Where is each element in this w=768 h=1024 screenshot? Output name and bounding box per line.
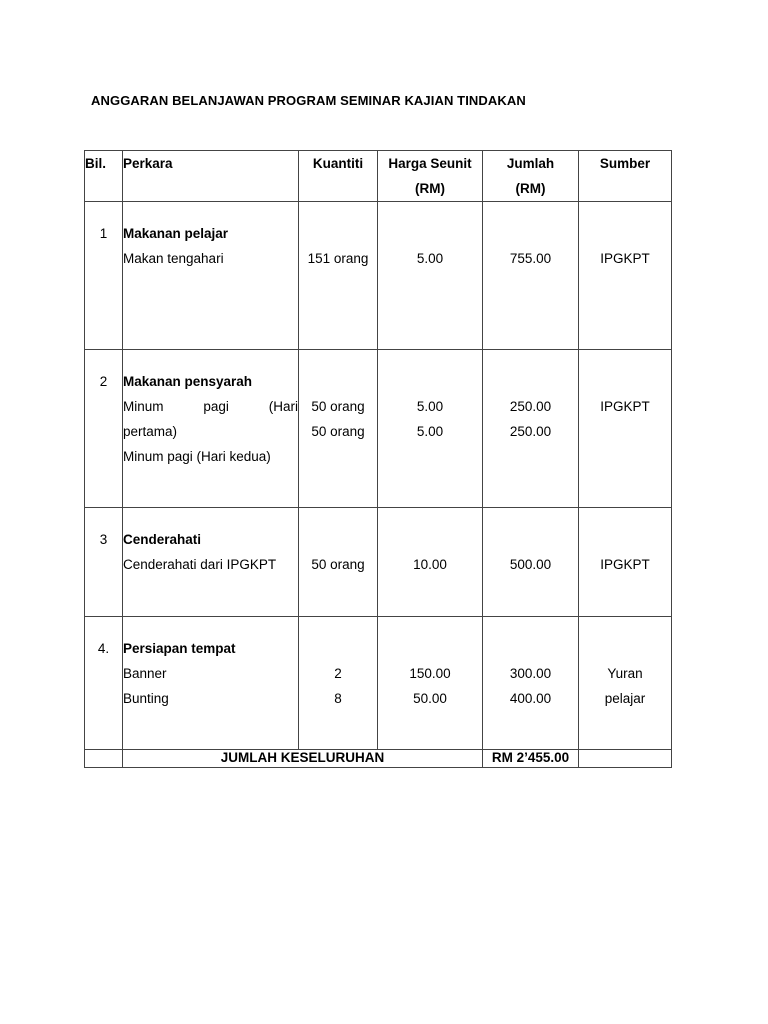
row-jumlah (483, 617, 579, 750)
sumber-value: IPGKPT (600, 251, 650, 266)
row-jumlah (483, 350, 579, 508)
table-row (85, 617, 672, 750)
item-heading: Makanan pelajar (123, 226, 229, 241)
jumlah-value: 500.00 (509, 557, 552, 572)
row-jumlah (483, 202, 579, 350)
row-perkara (123, 350, 299, 508)
header-harga-line2: (RM) (415, 181, 445, 196)
jumlah-value: 300.00 (509, 666, 552, 681)
header-jumlah-line1: Jumlah (506, 156, 555, 171)
item-line: Bunting (123, 691, 169, 706)
harga-value: 5.00 (416, 251, 444, 266)
item-heading: Makanan pensyarah (123, 374, 253, 389)
item-line: Banner (123, 666, 167, 681)
item-heading: Cenderahati (123, 532, 202, 547)
row-bil: 2 (85, 350, 123, 508)
row-harga (378, 508, 483, 617)
row-sumber (579, 508, 672, 617)
header-jumlah-line2: (RM) (515, 181, 546, 196)
header-perkara: Perkara (123, 151, 299, 202)
header-jumlah (483, 151, 579, 202)
total-empty-cell (579, 750, 672, 768)
row-harga (378, 617, 483, 750)
header-kuantiti: Kuantiti (299, 151, 378, 202)
row-kuantiti (299, 350, 378, 508)
item-line: pertama) (123, 424, 178, 439)
harga-value: 5.00 (416, 399, 444, 414)
sumber-value: pelajar (604, 691, 646, 706)
harga-value: 50.00 (413, 691, 447, 706)
jumlah-value: 400.00 (509, 691, 552, 706)
kuantiti-value: 50 orang (311, 424, 365, 439)
sumber-value: IPGKPT (600, 557, 650, 572)
jumlah-value: 250.00 (509, 399, 552, 414)
kuantiti-value: 50 orang (311, 557, 365, 572)
row-jumlah (483, 508, 579, 617)
kuantiti-value: 2 (334, 666, 342, 681)
row-perkara (123, 617, 299, 750)
header-sumber: Sumber (579, 151, 672, 202)
harga-value: 10.00 (413, 557, 447, 572)
item-line: Minum pagi (Hari kedua) (123, 449, 271, 464)
row-bil: 3 (85, 508, 123, 617)
item-line: Makan tengahari (123, 251, 224, 266)
header-bil: Bil. (85, 151, 123, 202)
kuantiti-value: 50 orang (311, 399, 365, 414)
item-line: Minum pagi (Hari (123, 399, 298, 414)
sumber-value: Yuran (607, 666, 643, 681)
kuantiti-value: 8 (334, 691, 342, 706)
row-harga (378, 202, 483, 350)
kuantiti-value: 151 orang (307, 251, 369, 266)
row-perkara (123, 508, 299, 617)
table-row (85, 508, 672, 617)
header-harga-line1: Harga Seunit (388, 156, 472, 171)
row-perkara (123, 202, 299, 350)
harga-value: 150.00 (409, 666, 451, 681)
row-bil: 4. (85, 617, 123, 750)
header-harga (378, 151, 483, 202)
document-title: ANGGARAN BELANJAWAN PROGRAM SEMINAR KAJIAN TINDAKAN (91, 93, 526, 108)
total-value: RM 2’455.00 (483, 750, 579, 768)
row-sumber (579, 350, 672, 508)
total-label: JUMLAH KESELURUHAN (123, 750, 483, 768)
row-sumber (579, 617, 672, 750)
row-sumber (579, 202, 672, 350)
total-empty-cell (85, 750, 123, 768)
harga-value: 5.00 (416, 424, 444, 439)
row-harga (378, 350, 483, 508)
row-kuantiti (299, 508, 378, 617)
jumlah-value: 250.00 (509, 424, 552, 439)
item-line: Cenderahati dari IPGKPT (123, 557, 277, 572)
table-row (85, 350, 672, 508)
row-kuantiti (299, 202, 378, 350)
total-row (85, 750, 672, 768)
table-header-row (85, 151, 672, 202)
budget-table (84, 150, 672, 768)
table-row (85, 202, 672, 350)
sumber-value: IPGKPT (600, 399, 650, 414)
row-kuantiti (299, 617, 378, 750)
item-heading: Persiapan tempat (123, 641, 236, 656)
jumlah-value: 755.00 (509, 251, 552, 266)
row-bil: 1 (85, 202, 123, 350)
